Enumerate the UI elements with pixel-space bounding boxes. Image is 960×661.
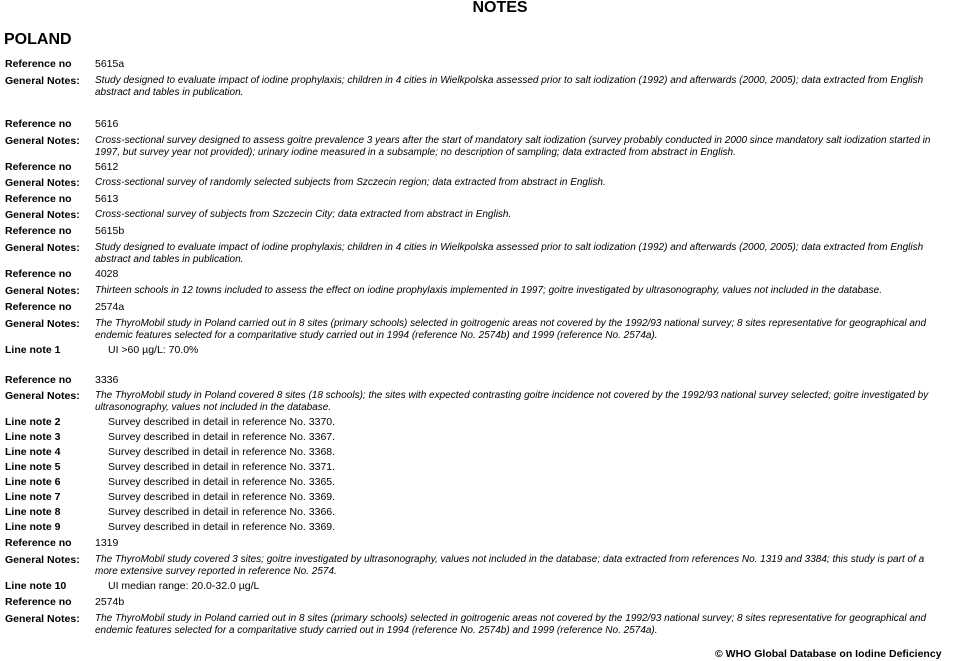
general-notes-text: Study designed to evaluate impact of iodine prophylaxis; children in 4 cities in Wielkpolska assessed prior to salt iodization (1992) and afterwards (2000, 2005); data extracted from English abstract and tables in publication. — [95, 242, 924, 265]
line-note-text: Survey described in detail in reference No. 3370. — [108, 416, 336, 428]
page-title: NOTES — [472, 0, 528, 16]
line-note-label: Line note 4 — [5, 446, 61, 458]
reference-label: Reference no — [5, 374, 72, 386]
line-note-text: UI >60 µg/L: 70.0% — [108, 344, 199, 356]
line-note-label: Line note 8 — [5, 506, 61, 518]
line-note-label: Line note 9 — [5, 521, 61, 533]
line-note-label: Line note 3 — [5, 431, 61, 443]
general-notes-text: The ThyroMobil study in Poland carried out in 8 sites (primary schools) selected in goitrogenic areas not covered by the 1992/93 national survey; 8 sites representative for geographical and endemic features selected for a comparitative study carried out in 1994 (reference No. 2574b) and 1999 (reference No. 2574a). — [95, 613, 927, 636]
reference-number: 5616 — [95, 118, 119, 130]
line-note-label: Line note 10 — [5, 580, 67, 592]
reference-label: Reference no — [5, 161, 72, 173]
line-note-text: Survey described in detail in reference No. 3369. — [108, 521, 336, 533]
reference-number: 3336 — [95, 374, 119, 386]
line-note-text: Survey described in detail in reference No. 3365. — [108, 476, 336, 488]
general-notes-text: Cross-sectional survey of subjects from Szczecin City; data extracted from abstract in English. — [95, 209, 512, 220]
general-notes-label: General Notes: — [5, 135, 80, 147]
line-note-label: Line note 2 — [5, 416, 61, 428]
copyright-footer: © WHO Global Database on Iodine Deficiency — [715, 648, 942, 660]
general-notes-text: The ThyroMobil study in Poland carried out in 8 sites (primary schools) selected in goitrogenic areas not covered by the 1992/93 national survey; 8 sites representative for geographical and endemic features selected for a comparitative study carried out in 1994 (reference No. 2574b) and 1999 (reference No. 2574a). — [95, 318, 927, 341]
reference-number: 5615b — [95, 225, 125, 237]
general-notes-label: General Notes: — [5, 209, 80, 221]
line-note-label: Line note 1 — [5, 344, 61, 356]
general-notes-label: General Notes: — [5, 177, 80, 189]
line-note-text: UI median range: 20.0-32.0 µg/L — [108, 580, 260, 592]
general-notes-label: General Notes: — [5, 390, 80, 402]
reference-number: 1319 — [95, 537, 119, 549]
general-notes-text: Cross-sectional survey of randomly selected subjects from Szczecin region; data extracted from abstract in English. — [95, 177, 606, 188]
reference-number: 5615a — [95, 58, 125, 70]
reference-number: 5613 — [95, 193, 119, 205]
general-notes-label: General Notes: — [5, 554, 80, 566]
general-notes-label: General Notes: — [5, 613, 80, 625]
line-note-label: Line note 7 — [5, 491, 61, 503]
reference-label: Reference no — [5, 301, 72, 313]
line-note-text: Survey described in detail in reference No. 3369. — [108, 491, 336, 503]
reference-label: Reference no — [5, 537, 72, 549]
country-heading: POLAND — [4, 31, 72, 48]
reference-number: 2574b — [95, 596, 125, 608]
line-note-text: Survey described in detail in reference No. 3371. — [108, 461, 336, 473]
general-notes-text: Cross-sectional survey designed to assess goitre prevalence 3 years after the start of mandatory salt iodization (survey probably conducted in 2000 since mandatory salt iodization started in 1997, but survey year not provided); urinary iodine measured in a subsample; no description of sampling; data extracted from abstract in English. — [95, 135, 931, 158]
reference-label: Reference no — [5, 118, 72, 130]
line-note-label: Line note 5 — [5, 461, 61, 473]
reference-label: Reference no — [5, 225, 72, 237]
line-note-text: Survey described in detail in reference No. 3368. — [108, 446, 336, 458]
line-note-label: Line note 6 — [5, 476, 61, 488]
general-notes-text: The ThyroMobil study in Poland covered 8 sites (18 schools); the sites with expected contrasting goitre incidence not covered by the 1992/93 national survey selected; goitre investigated by ultrasonography, values not included in the database. — [95, 390, 929, 413]
line-note-text: Survey described in detail in reference No. 3367. — [108, 431, 336, 443]
general-notes-label: General Notes: — [5, 242, 80, 254]
general-notes-text: Thirteen schools in 12 towns included to assess the effect on iodine prophylaxis implemented in 1997; goitre investigated by ultrasonography, values not included in the database. — [95, 285, 882, 296]
reference-number: 2574a — [95, 301, 125, 313]
general-notes-text: Study designed to evaluate impact of iodine prophylaxis; children in 4 cities in Wielkpolska assessed prior to salt iodization (1992) and afterwards (2000, 2005); data extracted from English abstract and tables in publication. — [95, 75, 924, 98]
line-note-text: Survey described in detail in reference No. 3366. — [108, 506, 336, 518]
reference-label: Reference no — [5, 58, 72, 70]
reference-label: Reference no — [5, 193, 72, 205]
reference-label: Reference no — [5, 596, 72, 608]
reference-number: 5612 — [95, 161, 119, 173]
reference-label: Reference no — [5, 268, 72, 280]
general-notes-label: General Notes: — [5, 285, 80, 297]
reference-number: 4028 — [95, 268, 119, 280]
general-notes-text: The ThyroMobil study covered 3 sites; goitre investigated by ultrasonography, values not included in the database; data extracted from references No. 1319 and 3384; this study is part of a more extensive survey reported in reference No. 2574. — [95, 554, 925, 577]
general-notes-label: General Notes: — [5, 318, 80, 330]
general-notes-label: General Notes: — [5, 75, 80, 87]
